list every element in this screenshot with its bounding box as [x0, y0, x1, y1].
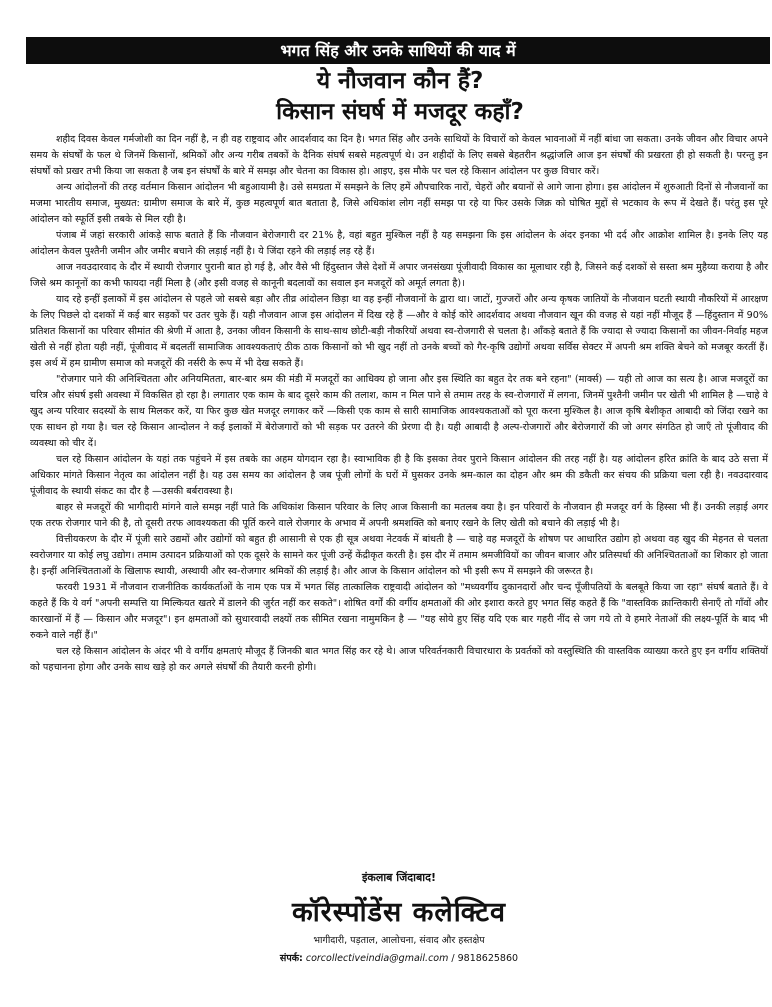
brand-tagline: भागीदारी, पड़ताल, आलोचना, संवाद और हस्तक्षेप [313, 935, 485, 946]
paragraph: चल रहे किसान आंदोलन के यहां तक पहुंचने में इस तबके का अहम योगदान रहा है। स्वाभाविक ही है कि इसका तेवर पुराने किसान आंदोलन की तरह नहीं है। यह आंदोलन हरित क्रांति के बाद उठे सत्ता में अधिकार मांगते किसान नेतृत्व का आंदोलन नहीं है। यह उस समय का आंदोलन है जब पूंजी लोगों के घरों में घुसकर उनके श्रम-काल का दोहन और श्रम की डकैती कर संचय की प्रक्रिया चला रही है। नवउदारवाद पूंजीवाद के स्थायी संकट का दौर है —उसकी बर्बरावस्था है। [30, 454, 768, 497]
paragraph: शहीद दिवस केवल गर्मजोशी का दिन नहीं है, न ही वह राष्ट्रवाद और आदर्शवाद का दिन है। भगत सिंह और उनके साथियों के विचारों को केवल भावनाओं में नहीं बांधा जा सकता। उनके जीवन और विचार अपने समय के संघर्षों के फल थे जिनमें किसानों, श्रमिकों और अन्य गरीब तबकों के दैनिक संघर्ष सबसे महत्वपूर्ण थे। उन शहीदों के लिए सबसे बेहतरीन श्रद्धांजलि आज इन संघर्षों की प्रखरता ही हो सकती है। परन्तु इन संघर्षों को प्रखर तभी किया जा सकता है जब इन संघर्षों के बारे में समझ और चेतना का विकास हो। आइए, इस मौके पर चल रहे किसान आंदोलन पर कुछ विचार करें। [30, 134, 768, 177]
headline-line-1: ये नौजवान कौन हैं? [316, 68, 484, 94]
paragraph: अन्य आंदोलनों की तरह वर्तमान किसान आंदोलन भी बहुआयामी है। उसे समग्रता में समझने के लिए हमें औपचारिक नारों, चेहरों और बयानों से आगे जाना होगा। इस आंदोलन में शुरुआती दिनों से नौजवानों का मजमा भारतीय समाज, मुख्यत: ग्रामीण समाज के बारे में, कुछ महत्वपूर्ण बात बताता है, जिसे अधिकांश लोग नहीं समझ पा रहे या फिर उसके जिक्र को घोषित मुद्दों से भटकाव के रूप में देखते हैं। परंतु इस पूरे आंदोलन को स्फूर्ति इसी तबके से मिल रही है। [30, 182, 768, 225]
headline-line-2: किसान संघर्ष में मजदूर कहाँ? [276, 99, 524, 125]
contact-email[interactable]: corcollectiveindia@gmail.com [305, 953, 449, 964]
paragraph: चल रहे किसान आंदोलन के अंदर भी वे वर्गीय क्षमताएं मौजूद हैं जिनकी बात भगत सिंह कर रहे थे। आज परिवर्तनकारी विचारधारा के प्रवर्तकों को वस्तुस्थिति की वास्तविक व्याख्या करते हुए इन वर्गीय शक्तियों को पहचानना होगा और उनके साथ खड़े हो कर अगले संघर्षों की तैयारी करनी होगी। [30, 646, 768, 673]
paragraph: "रोजगार पाने की अनिश्चितता और अनियमितता, बार-बार श्रम की मंडी में मजदूरों का आधिक्य हो जाना और इस स्थिति का बहुत देर तक बने रहना" (मार्क्स) — यही तो आज का सत्य है। आज मजदूरों का चरित्र और संघर्ष इसी अवस्था में विकसित हो रहा है। लगातार एक काम के बाद दूसरे काम की तलाश, काम न मिल पाने से तमाम तरह के स्व-रोजगारों में लगना, जिनमें पुश्तैनी जमीन पर खेती भी शामिल है —चाहे वे खुद अन्य परिवार सदस्यों के साथ मिलकर करें, या फिर कुछ खेत मजदूर लगाकर करें —किसी एक काम से सारी सामाजिक आवश्यकताओं को पूरा करना मुश्किल है। आज कृषि बेशीकृत आबादी को जिंदा रखने का एक साधन हो गया है। चल रहे किसान आन्दोलन ने कई इलाकों में बेरोजगारों को भी सड़क पर उतरने की प्रेरणा दी है। यही आबादी है अल्प-रोजगारों और बेरोजगारों की जो अगर संगठित हो जाएँ तो पूंजीवाद की व्यवस्था को चीर दें। [30, 374, 768, 449]
paragraph: बाहर से मजदूरों की भागीदारी मांगने वाले समझ नहीं पाते कि अधिकांश किसान परिवार के लिए आज किसानी का मतलब क्या है। इन परिवारों के नौजवान ही मजदूर वर्ग के हिस्सा भी हैं। उनकी लड़ाई अगर एक तरफ रोजगार पाने की है, तो दूसरी तरफ आवश्यकता की पूर्ति करने वाले रोजगार के अभाव में अपनी श्रमशक्ति को बनाए रखने के लिए खेती को बचाने की लड़ाई भी है। [30, 502, 768, 529]
paragraph: फरवरी 1931 में नौजवान राजनीतिक कार्यकर्ताओं के नाम एक पत्र में भगत सिंह तात्कालिक राष्ट्रवादी आंदोलन को "मध्यवर्गीय दुकानदारों और चन्द पूँजीपतियों के बलबूते किया जा रहा" संघर्ष बताते हैं। वे कहते हैं कि ये वर्ग "अपनी सम्पत्ति या मिल्कियत खतरे में डालने की जुर्रत नहीं कर सकते"। शोषित वर्गों की वर्गीय क्षमताओं की ओर इशारा करते हुए भगत सिंह कहते हैं कि "वास्तविक क्रान्तिकारी सेनाएँ तो गाँवों और कारखानों में हैं — किसान और मजदूर"। इन क्षमताओं को सुधारवादी लक्ष्यों तक सीमित रखना नामुमकिन है — "यह सोये हुए सिंह यदि एक बार गहरी नींद से जग गये तो वे हमारे नेताओं की लक्ष्य-पूर्ति के बाद भी रुकने वाले नहीं हैं।" [30, 582, 768, 641]
contact-label: संपर्क: [279, 953, 303, 964]
contact-separator: / [451, 953, 455, 964]
article-body [30, 132, 768, 676]
slogan: इंकलाब जिंदाबाद! [362, 871, 436, 884]
header-banner: भगत सिंह और उनके साथियों की याद में [26, 37, 770, 64]
paragraph: आज नवउदारवाद के दौर में स्थायी रोजगार पुरानी बात हो गई है, और वैसे भी हिंदुस्तान जैसे देशों में अपार जनसंख्या पूंजीवादी विकास का मूलाधार रही है, जिसने कई दशकों से सस्ता श्रम मुहैय्या कराया है और जिसे श्रम कानूनों का कभी फायदा नहीं मिला है (और इसी वजह से कानूनी बदलावों का सवाल इन मजदूरों को अमूर्त लगता है)। [30, 262, 768, 289]
contact-line [30, 952, 768, 966]
paragraph: याद रहे इन्हीं इलाकों में इस आंदोलन से पहले जो सबसे बड़ा और तीव्र आंदोलन छिड़ा था वह इन्हीं नौजवानों के द्वारा था। जाटों, गुज्जरों और अन्य कृषक जातियों के नौजवान घटती स्थायी नौकरियों में आरक्षण के लिए पिछले दो दशकों में कई बार सड़कों पर उतर चुके हैं। यही नौजवान आज इस आंदोलन में दिख रहे हैं —और वे कोई कोरे आदर्शवाद अथवा नौजवान खून की वजह से यहां नहीं मौजूद हैं —हिंदुस्तान में 90% प्रतिशत किसानों का परिवार सीमांत की श्रेणी में आता है, उनका जीवन किसानी के साथ-साथ छोटी-बड़ी नौकरियों अथवा स्व-रोजगारी से चलता है। आँकड़े बताते हैं कि ज्यादा से ज्यादा किसानों का जीवन-निर्वाह महज खेती से नहीं होता यही नहीं, पूंजीवाद में बदलतीं सामाजिक आवश्यकताएं ठीक ठाक किसानों को भी खुद नहीं तो उनके बच्चों को गैर-कृषि उद्योगों अथवा सर्विस सेक्टर में अपनी श्रम शक्ति बेचने को मजबूर करतीं हैं। इस अर्थ में हम ग्रामीण समाज को मजदूरों की नर्सरी के रूप में भी देख सकते हैं। [30, 294, 768, 369]
paragraph: पंजाब में जहां सरकारी आंकड़े साफ बताते हैं कि नौजवान बेरोजगारी दर 21% है, वहां बहुत मुश्किल नहीं है यह समझना कि इस आंदोलन के अंदर इनका भी दर्द और आक्रोश शामिल है। इनके लिए यह आंदोलन केवल पुश्तैनी जमीन और जमीर बचाने की लड़ाई नहीं है। ये जिंदा रहने की लड़ाई लड़ रहे हैं। [30, 230, 768, 257]
contact-phone: 9818625860 [457, 953, 519, 964]
brand-name: कॉरेस्पोंडेंस कलेक्टिव [291, 897, 507, 928]
paragraph: वित्तीयकरण के दौर में पूंजी सारे उद्यमों और उद्योगों को बहुत ही आसानी से एक ही सूत्र अथवा नेटवर्क में बांधती है — चाहे वह मजदूरों के शोषण पर आधारित उद्योग हो अथवा वह खुद की मेहनत से चलता स्वरोजगार या कोई लघु उद्योग। तमाम उत्पादन प्रक्रियाओं को एक दूसरे के सामने कर पूंजी उन्हें केंद्रीकृत करती है। इस दौर में तमाम श्रमजीवियों का जीवन बाजार और प्रतिस्पर्धा की अनिश्चितताओं का शिकार हो जाता है। इन्हीं अनिश्चितताओं के खिलाफ स्थायी, अस्थायी और स्व-रोजगार श्रमिकों की लड़ाई है। और आज के किसान आंदोलन को भी इसी रूप में समझने की जरूरत है। [30, 534, 768, 577]
